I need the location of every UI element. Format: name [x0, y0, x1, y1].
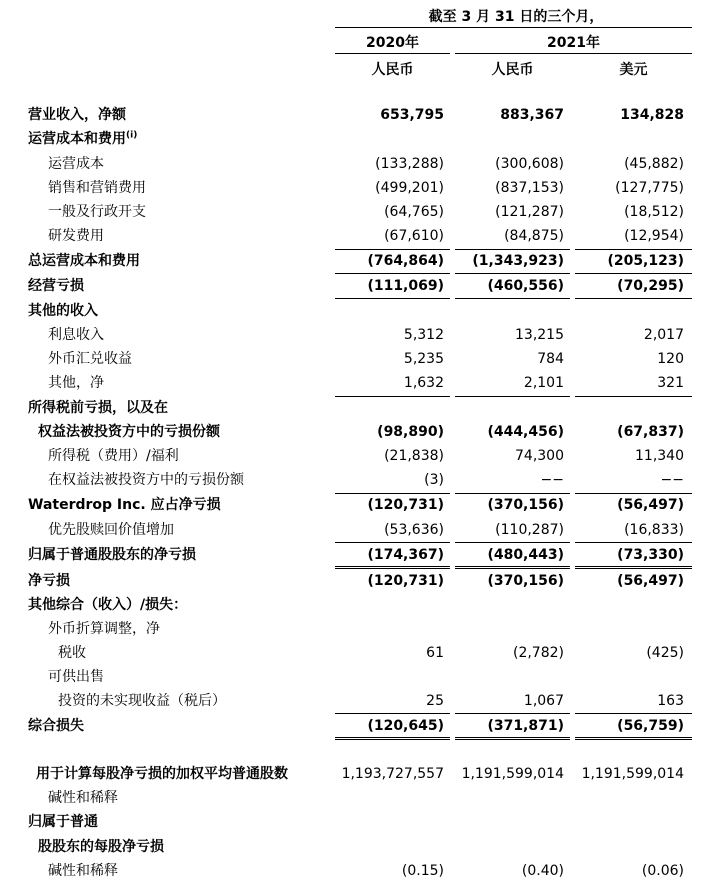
value-2021-rmb: (300,608) — [495, 156, 564, 172]
value-2020-rmb: (120,645) — [367, 718, 444, 734]
value-2021-rmb: (121,287) — [495, 204, 564, 220]
value-2020-rmb: 653,795 — [380, 107, 444, 123]
value-2021-usd: (205,123) — [607, 253, 684, 269]
value-2021-rmb: (370,156) — [487, 497, 564, 513]
value-2021-usd: 120 — [657, 351, 684, 367]
value-2020-rmb: (120,731) — [367, 497, 444, 513]
row-equity-investee-loss — [0, 468, 706, 492]
value-2021-usd: (45,882) — [624, 156, 684, 172]
currency-usd-2021: 美元 — [619, 62, 648, 78]
value-2021-usd: (73,330) — [617, 547, 684, 563]
row-label: 碱性和稀释 — [48, 790, 118, 806]
value-2021-usd: (16,833) — [624, 522, 684, 538]
row-label: 销售和营销费用 — [48, 180, 146, 196]
year-2020-header: 2020年 — [366, 35, 419, 51]
value-2021-rmb: 13,215 — [515, 327, 564, 343]
value-2020-rmb: (0.15) — [401, 863, 444, 879]
row-afs-line1 — [0, 665, 706, 689]
value-2021-usd: 134,828 — [620, 107, 684, 123]
value-2021-usd: 2,017 — [643, 327, 684, 343]
value-2021-rmb: (371,871) — [487, 718, 564, 734]
row-label: 权益法被投资方中的亏损份额 — [38, 424, 220, 440]
row-label: 归属于普通股股东的净亏损 — [28, 547, 196, 563]
row-label: 研发费用 — [48, 228, 104, 244]
value-2020-rmb: (133,288) — [375, 156, 444, 172]
row-label: 投资的未实现收益（税后） — [58, 693, 226, 709]
value-2021-usd: (56,497) — [617, 497, 684, 513]
year-2021-underline — [455, 53, 692, 54]
value-2021-usd: 11,340 — [635, 448, 684, 464]
value-2021-rmb: 1,067 — [523, 693, 564, 709]
value-2020-rmb: (98,890) — [377, 424, 444, 440]
value-2021-usd: (18,512) — [624, 204, 684, 220]
value-2020-rmb: (64,765) — [384, 204, 444, 220]
value-2020-rmb: (111,069) — [367, 278, 444, 294]
row-label: 运营成本 — [48, 156, 104, 172]
row-label: 利息收入 — [48, 327, 104, 343]
value-2020-rmb: 5,235 — [403, 351, 444, 367]
row-cost-of-revenue — [0, 152, 706, 176]
value-2020-rmb: (67,610) — [384, 228, 444, 244]
row-label: 经营亏损 — [28, 278, 84, 294]
value-2021-rmb: 883,367 — [500, 107, 564, 123]
footnote-marker: (i) — [126, 130, 138, 141]
row-interest-income — [0, 323, 706, 347]
row-label: 用于计算每股净亏损的加权平均普通股数 — [36, 766, 288, 782]
value-2021-usd: (70,295) — [617, 278, 684, 294]
row-sales-marketing — [0, 176, 706, 200]
row-preferred-accretion — [0, 518, 706, 542]
value-2021-usd: (425) — [646, 645, 684, 661]
row-label: 在权益法被投资方中的亏损份额 — [48, 472, 244, 488]
value-2021-rmb: (460,556) — [487, 278, 564, 294]
value-2020-rmb: (53,636) — [384, 522, 444, 538]
row-pretax-loss — [0, 420, 706, 444]
value-2021-usd: (0.06) — [641, 863, 684, 879]
row-net-loss — [0, 569, 706, 593]
row-label: 其他综合（收入）/损失： — [28, 597, 188, 613]
period-underline — [335, 27, 692, 28]
value-2021-rmb: 784 — [537, 351, 564, 367]
value-2021-rmb: (1,343,923) — [472, 253, 564, 269]
row-other-net — [0, 371, 706, 395]
value-2021-rmb: (370,156) — [487, 573, 564, 589]
year-2021-header: 2021年 — [547, 35, 600, 51]
value-2021-rmb: (444,456) — [487, 424, 564, 440]
value-2020-rmb: 61 — [426, 645, 444, 661]
value-2021-rmb: (84,875) — [504, 228, 564, 244]
period-header: 截至 3 月 31 日的三个月， — [428, 9, 604, 25]
row-afs-unrealized-gain — [0, 689, 706, 713]
value-2021-usd: (127,775) — [615, 180, 684, 196]
value-2021-rmb: −− — [540, 472, 564, 488]
row-research-development — [0, 224, 706, 248]
value-2021-usd: (12,954) — [624, 228, 684, 244]
row-fx-translation-line1 — [0, 617, 706, 641]
row-label: 其他的收入 — [28, 303, 98, 319]
row-income-tax — [0, 444, 706, 468]
value-2020-rmb: (120,731) — [367, 573, 444, 589]
value-2021-usd: 321 — [657, 375, 684, 391]
year-2020-underline — [335, 53, 450, 54]
row-net-loss-attributable — [0, 493, 706, 517]
value-2020-rmb: (21,838) — [384, 448, 444, 464]
row-label: 可供出售 — [48, 669, 104, 685]
row-eps-basic-diluted — [0, 859, 706, 883]
row-other-income-heading — [0, 299, 706, 323]
row-label: 碱性和稀释 — [48, 863, 118, 879]
value-2021-usd: (67,837) — [617, 424, 684, 440]
value-2021-rmb: 74,300 — [515, 448, 564, 464]
row-revenue — [0, 103, 706, 127]
value-2021-rmb: 2,101 — [523, 375, 564, 391]
value-2021-usd: 163 — [657, 693, 684, 709]
value-2020-rmb: 5,312 — [403, 327, 444, 343]
row-label: 外币汇兑收益 — [48, 351, 132, 367]
row-label: Waterdrop Inc. 应占净亏损 — [28, 497, 221, 513]
value-2020-rmb: (3) — [424, 472, 444, 488]
value-2020-rmb: 25 — [426, 693, 444, 709]
row-label: 归属于普通 — [28, 814, 98, 830]
row-label: 综合损失 — [28, 718, 84, 734]
value-2020-rmb: 1,193,727,557 — [341, 766, 444, 782]
row-label: 股股东的每股净亏损 — [38, 839, 164, 855]
row-net-loss-common — [0, 543, 706, 567]
row-label: 其他，净 — [48, 375, 104, 391]
row-general-admin — [0, 200, 706, 224]
row-weighted-shares — [0, 762, 706, 786]
row-operating-loss — [0, 274, 706, 298]
row-pretax-loss-line1 — [0, 396, 706, 420]
row-label: 所得税（费用）/福利 — [48, 448, 179, 464]
row-label: 净亏损 — [28, 573, 70, 589]
row-eps-heading-line1 — [0, 810, 706, 834]
row-label: 运营成本和费用$^{(i)}$ — [28, 130, 138, 147]
value-2020-rmb: (764,864) — [367, 253, 444, 269]
row-fx-translation-tax — [0, 641, 706, 665]
row-operating-costs-heading — [0, 127, 706, 151]
row-label: 营业收入，净额 — [28, 107, 126, 123]
value-2020-rmb: 1,632 — [403, 375, 444, 391]
row-label: 优先股赎回价值增加 — [48, 522, 174, 538]
value-2020-rmb: (174,367) — [367, 547, 444, 563]
value-2021-usd: (56,497) — [617, 573, 684, 589]
row-fx-gain — [0, 347, 706, 371]
value-2021-usd: 1,191,599,014 — [581, 766, 684, 782]
value-2021-rmb: (110,287) — [495, 522, 564, 538]
row-label: 总运营成本和费用 — [28, 253, 140, 269]
row-other-comprehensive-heading — [0, 593, 706, 617]
value-2021-rmb: (0.40) — [521, 863, 564, 879]
value-2021-usd: −− — [660, 472, 684, 488]
value-2021-rmb: (480,443) — [487, 547, 564, 563]
row-eps-heading-line2 — [0, 835, 706, 859]
total-double-rule — [335, 737, 450, 740]
row-comprehensive-loss — [0, 714, 706, 738]
value-2021-rmb: (837,153) — [495, 180, 564, 196]
value-2020-rmb: (499,201) — [375, 180, 444, 196]
row-label: 税收 — [58, 645, 86, 661]
total-double-rule — [575, 737, 692, 740]
row-label: 所得税前亏损，以及在 — [28, 400, 168, 416]
currency-rmb-2021: 人民币 — [491, 62, 534, 78]
value-2021-rmb: (2,782) — [512, 645, 564, 661]
row-label: 一般及行政开支 — [48, 204, 146, 220]
total-double-rule — [455, 737, 570, 740]
value-2021-rmb: 1,191,599,014 — [461, 766, 564, 782]
value-2021-usd: (56,759) — [617, 718, 684, 734]
row-total-operating-costs — [0, 249, 706, 273]
currency-rmb-2020: 人民币 — [371, 62, 414, 78]
row-weighted-shares-basic-diluted — [0, 786, 706, 810]
row-label: 外币折算调整，净 — [48, 621, 160, 637]
